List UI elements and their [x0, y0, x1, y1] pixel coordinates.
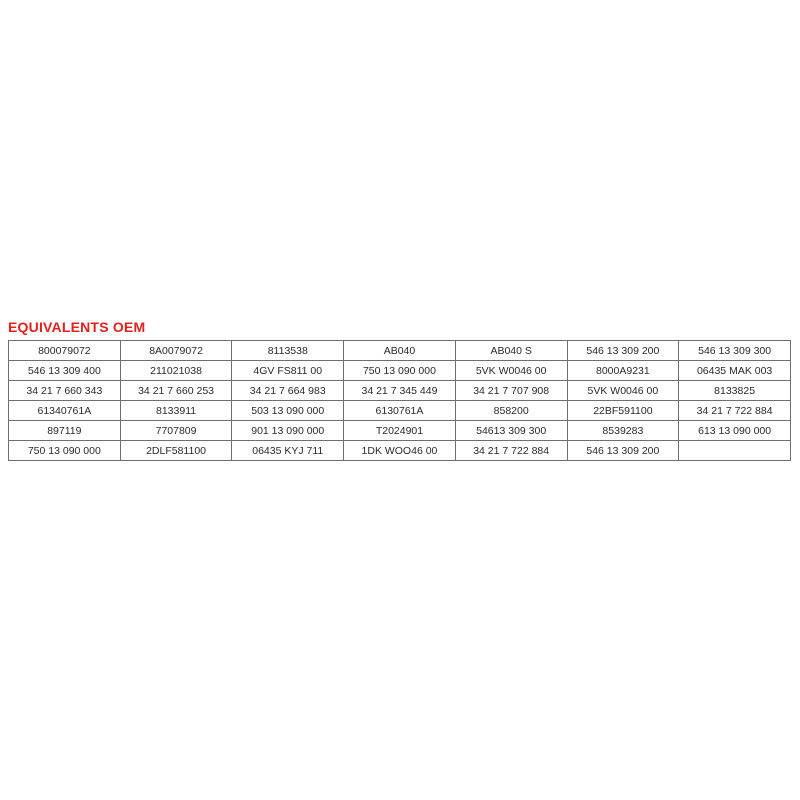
- table-cell: AB040 S: [455, 341, 567, 361]
- table-row: [9, 441, 791, 461]
- table-cell: 750 13 090 000: [344, 361, 456, 381]
- table-cell: 8133911: [120, 401, 232, 421]
- oem-table-body: [9, 341, 791, 461]
- table-cell: 34 21 7 345 449: [344, 381, 456, 401]
- table-row: [9, 421, 791, 441]
- table-cell: 503 13 090 000: [232, 401, 344, 421]
- table-cell: 34 21 7 722 884: [455, 441, 567, 461]
- table-cell: 2DLF581100: [120, 441, 232, 461]
- table-cell: 06435 KYJ 711: [232, 441, 344, 461]
- table-row: [9, 361, 791, 381]
- table-cell: 8A0079072: [120, 341, 232, 361]
- table-row: [9, 401, 791, 421]
- table-cell: 613 13 090 000: [679, 421, 791, 441]
- table-cell: 8113538: [232, 341, 344, 361]
- section-heading: EQUIVALENTS OEM: [8, 319, 146, 335]
- table-cell: 858200: [455, 401, 567, 421]
- table-cell: 546 13 309 400: [9, 361, 121, 381]
- table-row: [9, 381, 791, 401]
- table-cell: 750 13 090 000: [9, 441, 121, 461]
- table-cell: 61340761A: [9, 401, 121, 421]
- table-cell: 800079072: [9, 341, 121, 361]
- table-cell: 34 21 7 722 884: [679, 401, 791, 421]
- table-cell: 54613 309 300: [455, 421, 567, 441]
- table-cell: 34 21 7 664 983: [232, 381, 344, 401]
- table-cell: 546 13 309 300: [679, 341, 791, 361]
- table-cell: AB040: [344, 341, 456, 361]
- table-cell: 8133825: [679, 381, 791, 401]
- oem-equivalents-table: [8, 340, 791, 461]
- table-cell: 34 21 7 707 908: [455, 381, 567, 401]
- table-cell: 897119: [9, 421, 121, 441]
- table-cell: 8000A9231: [567, 361, 679, 381]
- table-cell: 06435 MAK 003: [679, 361, 791, 381]
- table-cell: 5VK W0046 00: [567, 381, 679, 401]
- table-cell: T2024901: [344, 421, 456, 441]
- table-cell: 4GV FS811 00: [232, 361, 344, 381]
- table-cell: 22BF591100: [567, 401, 679, 421]
- table-cell: 34 21 7 660 343: [9, 381, 121, 401]
- table-row: [9, 341, 791, 361]
- table-cell: 8539283: [567, 421, 679, 441]
- table-cell: 7707809: [120, 421, 232, 441]
- table-cell: 546 13 309 200: [567, 441, 679, 461]
- table-cell: 5VK W0046 00: [455, 361, 567, 381]
- table-cell: 34 21 7 660 253: [120, 381, 232, 401]
- table-cell: 6130761A: [344, 401, 456, 421]
- table-cell: 546 13 309 200: [567, 341, 679, 361]
- table-cell: 1DK WOO46 00: [344, 441, 456, 461]
- table-cell: 211021038: [120, 361, 232, 381]
- table-cell: [679, 441, 791, 461]
- table-cell: 901 13 090 000: [232, 421, 344, 441]
